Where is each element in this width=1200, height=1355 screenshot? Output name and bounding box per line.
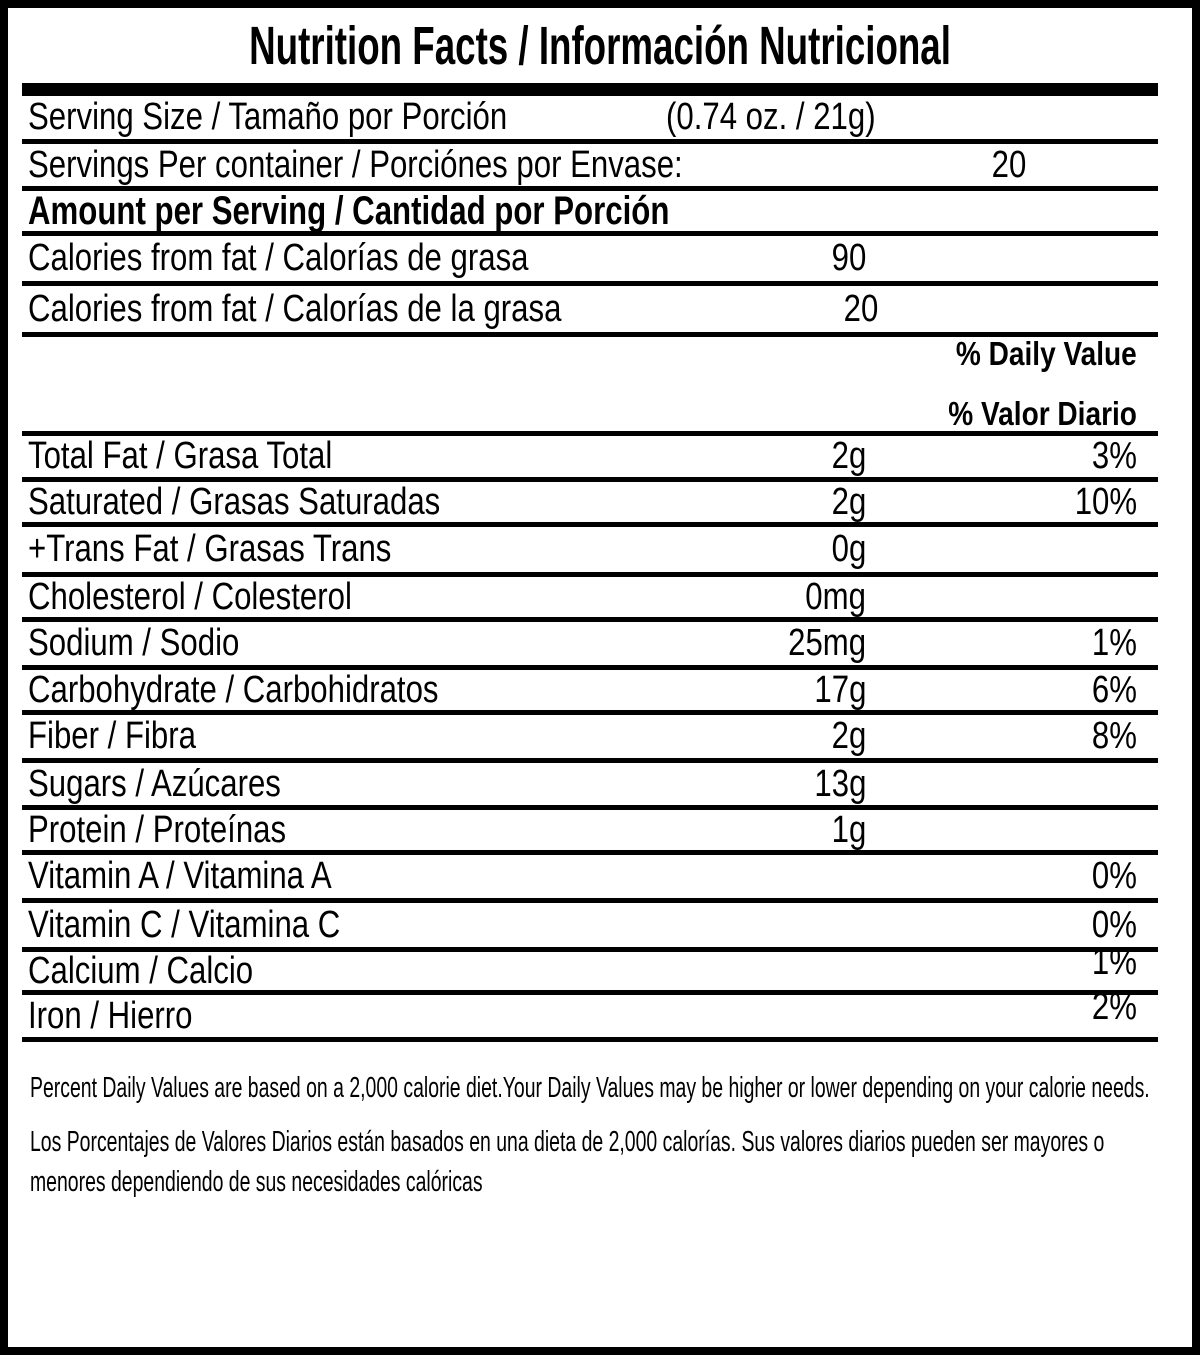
amount-per-serving-row	[22, 188, 1158, 236]
nutrient-amount: 2g	[831, 435, 866, 477]
nutrient-row-saturated-fat	[22, 482, 1158, 527]
nutrient-row-total-fat	[22, 436, 1158, 482]
nutrient-label: Saturated / Grasas Saturadas	[28, 480, 441, 523]
nutrient-label: Calcium / Calcio	[28, 949, 254, 992]
calories-value-cell	[666, 237, 866, 280]
label-header	[8, 8, 1192, 83]
nutrient-label: Cholesterol / Colesterol	[28, 575, 352, 618]
nutrient-amount: 2g	[831, 480, 866, 523]
daily-value-header-en: % Daily Value	[956, 335, 1137, 372]
calories-value: 90	[831, 237, 866, 279]
calories-label-cell	[22, 237, 666, 280]
nutrient-row-iron	[22, 985, 1158, 1042]
serving-size-label-cell	[22, 96, 666, 139]
nutrient-label: Vitamin A / Vitamina A	[28, 855, 332, 897]
nutrient-label: Vitamin C / Vitamina C	[28, 903, 341, 946]
nutrient-row-protein	[22, 810, 1158, 855]
nutrient-row-cholesterol	[22, 577, 1158, 622]
nutrient-row-calcium	[22, 940, 1158, 995]
servings-value: 20	[991, 143, 1027, 186]
nutrient-label: Total Fat / Grasa Total	[28, 435, 333, 477]
calories-fat-value-cell	[679, 288, 879, 331]
nutrient-row-fiber	[22, 715, 1158, 763]
nutrient-label: Sodium / Sodio	[28, 622, 240, 664]
calories-row	[22, 236, 1158, 286]
nutrient-label: +Trans Fat / Grasas Trans	[28, 528, 392, 570]
amount-per-serving-header: Amount per Serving / Cantidad por Porción	[28, 188, 670, 233]
nutrient-dv: 1%	[1091, 622, 1137, 664]
nutrient-amount: 25mg	[788, 622, 866, 664]
footnote-spanish: Los Porcentajes de Valores Diarios están basados en una dieta de 2,000 calorías. Sus valores diarios pueden ser mayores o menores dependiendo de sus necesidades calóricas	[30, 1126, 1105, 1198]
nutrient-dv: 0%	[1091, 855, 1137, 897]
nutrient-dv: 0%	[1091, 903, 1137, 946]
nutrient-amount: 13g	[814, 762, 866, 805]
nutrient-amount: 0g	[831, 528, 866, 570]
serving-size-value-cell	[666, 96, 1049, 139]
nutrient-amount: 17g	[814, 668, 866, 711]
amount-header-cell	[22, 189, 1158, 234]
daily-value-header-es: % Valor Diario	[948, 395, 1137, 432]
calories-label: Calories from fat / Calorías de grasa	[28, 237, 529, 279]
nutrient-label: Sugars / Azúcares	[28, 762, 281, 805]
calories-fat-row	[22, 286, 1158, 337]
nutrient-amount: 2g	[831, 715, 866, 757]
nutrient-label: Carbohydrate / Carbohidratos	[28, 668, 439, 711]
nutrient-dv: 3%	[1091, 435, 1137, 477]
nutrient-label: Iron / Hierro	[28, 994, 193, 1037]
serving-size-value: (0.74 oz. / 21g)	[666, 96, 876, 138]
nutrient-row-vitamin-a	[22, 855, 1158, 903]
nutrient-dv: 6%	[1091, 668, 1137, 711]
serving-size-row	[22, 96, 1158, 144]
nutrient-row-trans-fat	[22, 527, 1158, 577]
label-title: Nutrition Facts / Información Nutricional	[249, 15, 951, 76]
daily-value-header-block	[22, 337, 1158, 436]
servings-value-cell	[826, 144, 1026, 187]
nutrient-row-carbohydrate	[22, 670, 1158, 715]
nutrient-row-sodium	[22, 622, 1158, 670]
servings-per-container-row	[22, 144, 1158, 191]
nutrient-amount: 0mg	[805, 575, 866, 618]
calories-fat-label-cell	[22, 288, 679, 331]
servings-label: Servings Per container / Porciónes por Envase:	[28, 143, 683, 186]
servings-label-cell	[22, 144, 826, 187]
footnote-english: Percent Daily Values are based on a 2,000 calorie diet.Your Daily Values may be higher or lower depending on your calorie needs.	[30, 1072, 1150, 1104]
title-divider-bar	[22, 83, 1158, 96]
calories-fat-value: 20	[843, 287, 879, 330]
nutrient-label: Fiber / Fibra	[28, 715, 196, 757]
nutrient-dv: 8%	[1091, 715, 1137, 757]
nutrient-dv: 10%	[1074, 480, 1137, 523]
nutrition-table	[22, 96, 1158, 1042]
footnotes-section	[30, 1068, 1192, 1202]
nutrient-dv: 1%	[1091, 940, 1137, 983]
nutrient-amount: 1g	[831, 808, 866, 851]
nutrient-row-vitamin-c	[22, 903, 1158, 952]
nutrient-dv: 2%	[1091, 985, 1137, 1028]
serving-size-label: Serving Size / Tamaño por Porción	[28, 96, 508, 138]
nutrient-label: Protein / Proteínas	[28, 808, 287, 851]
calories-fat-label: Calories from fat / Calorías de la grasa	[28, 287, 562, 330]
nutrient-row-sugars	[22, 763, 1158, 810]
